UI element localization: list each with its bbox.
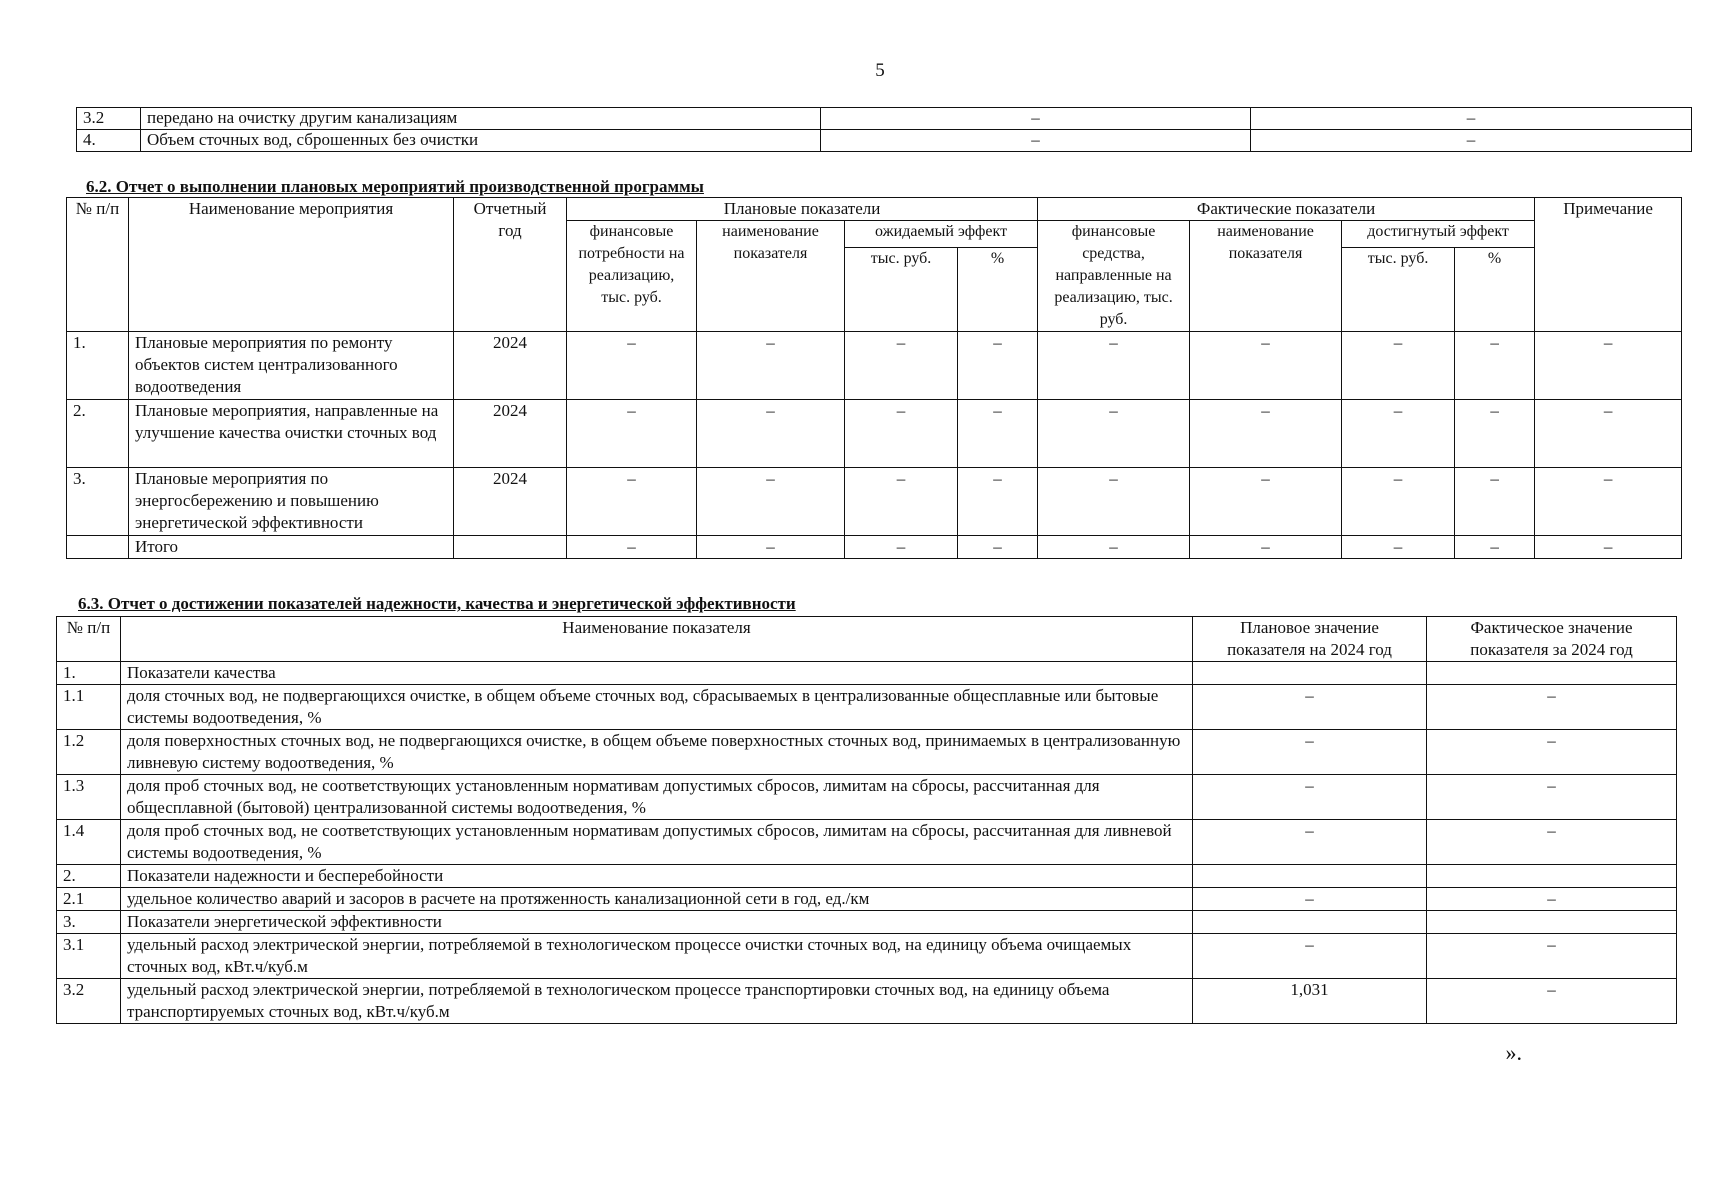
- section-6-2-title: 6.2. Отчет о выполнении плановых мероприятий производственной программы: [86, 177, 704, 196]
- row-name: Объем сточных вод, сброшенных без очистки: [141, 130, 821, 152]
- row-value: –: [697, 468, 845, 536]
- row-year: 2024: [454, 332, 567, 400]
- col-header-expected-effect: ожидаемый эффект: [845, 221, 1038, 248]
- row-value: –: [958, 536, 1038, 559]
- table-row: [67, 332, 1682, 400]
- row-fact: –: [1427, 888, 1677, 911]
- table-row: [77, 130, 1692, 152]
- row-fact: –: [1427, 775, 1677, 820]
- row-name: доля проб сточных вод, не соответствующих установленным нормативам допустимых сбросов, лимитам на сбросы, рассчитанная для общесплавной (бытовой) централизованной системы водоотведения, %: [121, 775, 1193, 820]
- row-value: –: [1455, 400, 1535, 468]
- col-header-note: Примечание: [1535, 198, 1682, 332]
- row-value: –: [1535, 536, 1682, 559]
- row-value: –: [845, 468, 958, 536]
- section-6-3-title: 6.3. Отчет о достижении показателей надежности, качества и энергетической эффективности: [78, 594, 796, 613]
- col-header-thous-rub-2: тыс. руб.: [1342, 248, 1455, 332]
- row-value: –: [697, 400, 845, 468]
- col-header-achieved-effect: достигнутый эффект: [1342, 221, 1535, 248]
- row-fact: [1427, 865, 1677, 888]
- row-value: –: [1535, 332, 1682, 400]
- table-row: [57, 820, 1677, 865]
- row-fact: –: [1427, 730, 1677, 775]
- row-value: –: [1038, 400, 1190, 468]
- table-row: [57, 865, 1677, 888]
- row-value: –: [958, 400, 1038, 468]
- row-value: –: [958, 468, 1038, 536]
- col-header-num: № п/п: [57, 617, 121, 662]
- row-plan: –: [1193, 934, 1427, 979]
- table-row: [57, 662, 1677, 685]
- row-value: –: [1190, 332, 1342, 400]
- row-value: –: [1251, 130, 1692, 152]
- row-fact: –: [1427, 934, 1677, 979]
- row-value: –: [1342, 400, 1455, 468]
- row-name: Плановые мероприятия, направленные на улучшение качества очистки сточных вод: [129, 400, 454, 468]
- row-year: [454, 536, 567, 559]
- table-row: [67, 468, 1682, 536]
- table-row: [57, 979, 1677, 1024]
- row-name: доля поверхностных сточных вод, не подвергающихся очистке, в общем объеме поверхностных сточных вод, принимаемых в централизованную ливневую систему водоотведения, %: [121, 730, 1193, 775]
- row-number: 4.: [77, 130, 141, 152]
- table-row: [57, 911, 1677, 934]
- row-value: –: [845, 332, 958, 400]
- col-header-actual: Фактические показатели: [1038, 198, 1535, 221]
- row-name: Показатели надежности и бесперебойности: [121, 865, 1193, 888]
- row-name: удельный расход электрической энергии, потребляемой в технологическом процессе очистки сточных вод, на единицу объема очищаемых сточных вод, кВт.ч/куб.м: [121, 934, 1193, 979]
- row-value: –: [697, 536, 845, 559]
- row-number: 1.4: [57, 820, 121, 865]
- table-row: [77, 108, 1692, 130]
- col-header-plan-value: Плановое значение показателя на 2024 год: [1193, 617, 1427, 662]
- row-number: 1.: [67, 332, 129, 400]
- col-header-year: Отчетный год: [454, 198, 567, 332]
- row-plan: –: [1193, 888, 1427, 911]
- row-fact: –: [1427, 820, 1677, 865]
- table-row: [57, 934, 1677, 979]
- row-number: 1.1: [57, 685, 121, 730]
- row-value: –: [567, 400, 697, 468]
- row-fact: –: [1427, 685, 1677, 730]
- row-value: –: [1535, 400, 1682, 468]
- total-label: Итого: [129, 536, 454, 559]
- top-continuation-table: [76, 107, 1692, 152]
- row-value: –: [821, 130, 1251, 152]
- closing-quote-mark: ».: [1505, 1040, 1522, 1065]
- row-fact: [1427, 662, 1677, 685]
- row-value: –: [1455, 332, 1535, 400]
- row-plan: 1,031: [1193, 979, 1427, 1024]
- col-header-thous-rub: тыс. руб.: [845, 248, 958, 332]
- row-value: –: [697, 332, 845, 400]
- row-number: 3.1: [57, 934, 121, 979]
- row-plan: –: [1193, 685, 1427, 730]
- row-value: –: [567, 536, 697, 559]
- table-row: [67, 400, 1682, 468]
- row-plan: [1193, 865, 1427, 888]
- row-name: удельное количество аварий и засоров в расчете на протяженность канализационной сети в год, ед./км: [121, 888, 1193, 911]
- row-number: 3.2: [77, 108, 141, 130]
- row-number: 2.: [57, 865, 121, 888]
- row-value: –: [845, 400, 958, 468]
- row-plan: [1193, 911, 1427, 934]
- row-value: –: [1342, 468, 1455, 536]
- row-number: 1.2: [57, 730, 121, 775]
- page-number: 5: [875, 60, 885, 81]
- row-number: 3.: [57, 911, 121, 934]
- row-year: 2024: [454, 468, 567, 536]
- row-name: Плановые мероприятия по ремонту объектов систем централизованного водоотведения: [129, 332, 454, 400]
- row-name: Показатели энергетической эффективности: [121, 911, 1193, 934]
- col-header-percent-2: %: [1455, 248, 1535, 332]
- row-value: –: [1251, 108, 1692, 130]
- col-header-fact-value: Фактическое значение показателя за 2024 год: [1427, 617, 1677, 662]
- row-value: –: [1190, 400, 1342, 468]
- col-header-num: № п/п: [67, 198, 129, 332]
- col-header-percent: %: [958, 248, 1038, 332]
- table-row: [57, 685, 1677, 730]
- row-name: Плановые мероприятия по энергосбережению и повышению энергетической эффективности: [129, 468, 454, 536]
- col-header-name: Наименование мероприятия: [129, 198, 454, 332]
- row-value: –: [1038, 468, 1190, 536]
- row-year: 2024: [454, 400, 567, 468]
- row-number: 1.3: [57, 775, 121, 820]
- row-value: –: [1190, 468, 1342, 536]
- row-number: 2.1: [57, 888, 121, 911]
- table-row: [57, 888, 1677, 911]
- row-value: –: [845, 536, 958, 559]
- row-value: –: [1455, 536, 1535, 559]
- row-value: –: [1455, 468, 1535, 536]
- row-value: –: [1038, 332, 1190, 400]
- row-fact: –: [1427, 979, 1677, 1024]
- total-row: [67, 536, 1682, 559]
- row-plan: –: [1193, 820, 1427, 865]
- row-name: передано на очистку другим канализациям: [141, 108, 821, 130]
- row-value: –: [1190, 536, 1342, 559]
- row-value: –: [958, 332, 1038, 400]
- row-name: удельный расход электрической энергии, потребляемой в технологическом процессе транспортировки сточных вод, на единицу объема транспортируемых сточных вод, кВт.ч/куб.м: [121, 979, 1193, 1024]
- table-row: [57, 775, 1677, 820]
- indicators-table: [56, 616, 1677, 1024]
- row-value: –: [567, 332, 697, 400]
- col-header-indicator-name: Наименование показателя: [121, 617, 1193, 662]
- col-header-fin-funds: финансовые средства, направленные на реализацию, тыс. руб.: [1038, 221, 1190, 332]
- row-name: Показатели качества: [121, 662, 1193, 685]
- col-header-indicator-name: наименование показателя: [697, 221, 845, 332]
- row-number: 3.2: [57, 979, 121, 1024]
- row-plan: –: [1193, 730, 1427, 775]
- row-value: –: [1038, 536, 1190, 559]
- row-value: –: [1535, 468, 1682, 536]
- row-value: –: [1342, 536, 1455, 559]
- col-header-fin-needs: финансовые потребности на реализацию, тыс. руб.: [567, 221, 697, 332]
- row-plan: –: [1193, 775, 1427, 820]
- row-number: 1.: [57, 662, 121, 685]
- col-header-planned: Плановые показатели: [567, 198, 1038, 221]
- row-fact: [1427, 911, 1677, 934]
- row-plan: [1193, 662, 1427, 685]
- row-number: 2.: [67, 400, 129, 468]
- row-value: –: [1342, 332, 1455, 400]
- row-value: –: [567, 468, 697, 536]
- row-number: 3.: [67, 468, 129, 536]
- col-header-indicator-name-2: наименование показателя: [1190, 221, 1342, 332]
- row-name: доля проб сточных вод, не соответствующих установленным нормативам допустимых сбросов, лимитам на сбросы, рассчитанная для ливневой системы водоотведения, %: [121, 820, 1193, 865]
- row-value: –: [821, 108, 1251, 130]
- table-row: [57, 730, 1677, 775]
- row-number: [67, 536, 129, 559]
- planned-measures-table: [66, 197, 1682, 559]
- row-name: доля сточных вод, не подвергающихся очистке, в общем объеме сточных вод, сбрасываемых в централизованные общесплавные или бытовые системы водоотведения, %: [121, 685, 1193, 730]
